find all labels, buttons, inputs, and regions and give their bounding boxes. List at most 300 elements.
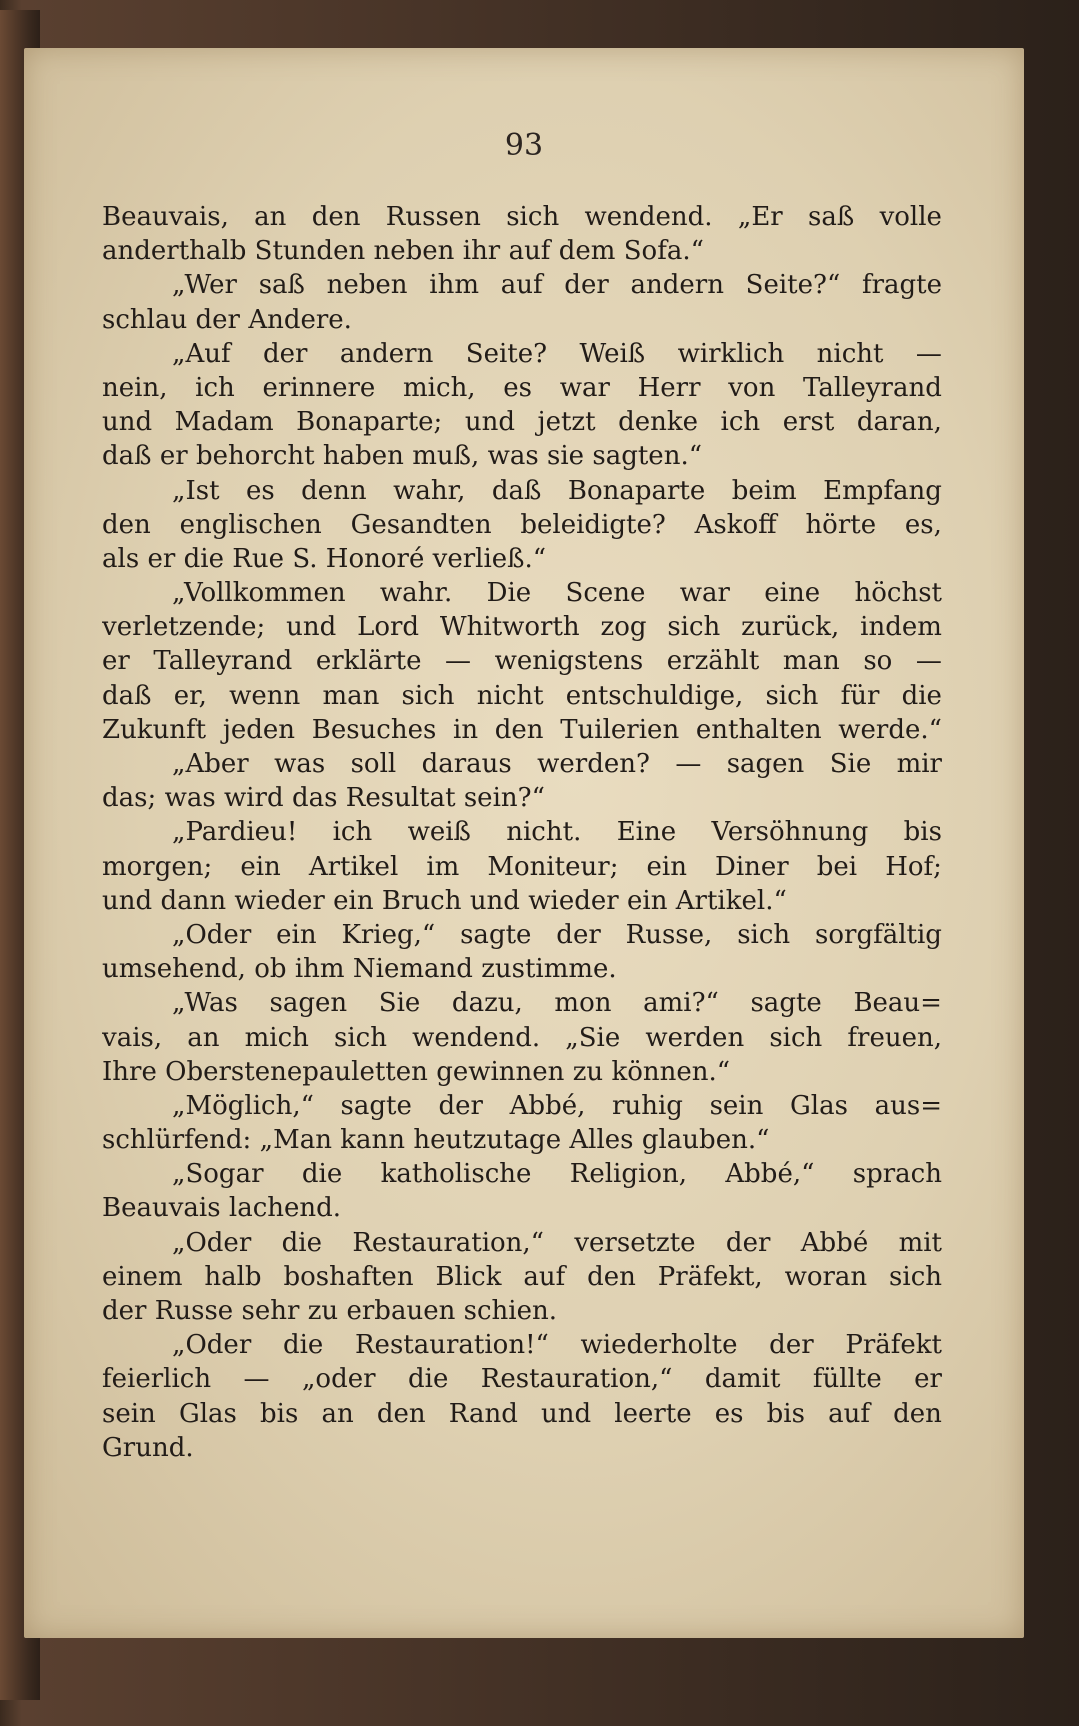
word: Sie [829,749,872,779]
word: „Auf [172,338,231,369]
word: Moniteur; [487,851,619,882]
word: wenigstens [494,646,644,677]
word: lachend. [228,1193,342,1224]
word: sagen [726,749,805,779]
word: und [102,407,153,438]
word: höchst [854,578,942,609]
word: boshaften [283,1261,414,1292]
word: an [254,202,287,232]
word: dazu, [451,988,523,1019]
word: er [159,441,188,472]
word: Russen [385,202,481,232]
word: Askoff [694,509,777,540]
word: Glas [790,1090,848,1121]
word: als [102,543,140,574]
word: beleidigte? [520,509,666,540]
word: soll [350,749,397,779]
word: Bonaparte; [296,407,443,438]
word: sich [737,919,791,950]
word: nicht. [506,817,582,848]
word: und [464,407,515,438]
text-line [102,644,942,678]
word: Sie [378,988,421,1019]
word: daß [102,441,152,472]
word: weiß [407,817,471,848]
text-line [102,1021,942,1055]
word: sich [401,680,455,711]
word: Gesandten [350,509,492,540]
word: mon [554,988,612,1019]
word: dem [558,236,616,267]
word: — [915,338,942,369]
word: sehr [241,1296,300,1326]
word: Restauration,“ [352,1227,544,1258]
word: Abbé,“ [725,1159,815,1190]
word: ihr [462,236,501,267]
word: sich [889,1261,942,1292]
word: es [503,372,533,403]
word: Tuilerien [560,714,680,745]
word: können.“ [611,1056,731,1087]
word: wendend. [412,1022,541,1053]
word: wenn [229,680,301,711]
word: wahr. [379,578,453,609]
word: ein [646,851,687,882]
word: woran [784,1261,868,1292]
word: „Man [259,1125,332,1156]
word: sich [667,612,721,643]
word: „Möglich,“ [172,1090,314,1121]
word: ein [333,885,374,916]
word: Andere. [248,304,352,335]
word: er [914,1364,942,1395]
word: Niemand [352,954,473,985]
text-line [102,747,942,781]
word: nicht [476,680,544,711]
text-line [102,303,942,337]
word: Restauration!“ [354,1330,549,1361]
word: erst [782,407,835,438]
word: zog [600,612,647,643]
word: englischen [179,509,322,540]
word: sich [333,1022,387,1053]
word: wendend. [584,202,713,232]
word: ruhig [612,1090,683,1121]
word: Russe, [625,919,713,950]
word: zustimme. [481,954,617,985]
word: jeden [222,714,296,745]
word: wirklich [677,338,785,369]
word: war [559,372,610,403]
word: feierlich [102,1364,212,1395]
word: den [587,1261,636,1292]
word: Empfang [823,475,942,506]
text-line [102,337,942,371]
word: Artikel [308,851,399,882]
text-line [102,508,942,542]
word: „Sogar [172,1159,264,1190]
word: werden [645,1022,745,1053]
text-line [102,1431,942,1465]
word: es, [904,509,942,540]
word: Madam [174,407,274,438]
text-line [102,1055,942,1089]
word: zurück, [741,612,840,643]
word: — [243,1364,270,1395]
text-line [102,1226,942,1260]
word: und [286,612,337,643]
word: Seite? [465,338,548,369]
word: Rue [232,543,285,574]
word: heutzutage [413,1125,562,1156]
word: anderthalb [102,236,247,267]
word: schlau [102,304,188,335]
word: auf [828,1398,870,1429]
word: die [901,680,942,711]
word: so [863,646,893,677]
word: Beauvais, [102,202,229,232]
word: denn [301,475,367,506]
word: versetzte [574,1227,696,1258]
word: ein [627,885,668,916]
word: Herr [637,372,701,403]
word: andern [630,270,724,301]
word: auf [508,236,551,267]
word: Ihre [102,1056,157,1087]
word: einem [102,1261,183,1292]
word: der [102,1296,147,1326]
word: wieder [528,885,619,916]
word: von [728,372,776,403]
word: schien. [463,1296,558,1326]
word: wieder [234,885,325,916]
word: verletzende; [102,612,266,643]
word: Hof; [885,851,942,882]
word: Lord [357,612,420,643]
text-line [102,884,942,918]
word: daraus [421,749,512,779]
word: Abbé [800,1227,869,1258]
word: was [487,441,539,472]
word: Eine [616,817,677,848]
word: „Sie [565,1022,621,1053]
word: man [782,646,840,677]
text-line [102,679,942,713]
word: werden? [537,749,650,779]
word: „Vollkommen [172,578,346,609]
word: Bonaparte [567,475,706,506]
word: in [453,714,479,745]
word: hörte [805,509,877,540]
word: Weiß [579,338,646,369]
word: gewinnen [436,1056,565,1087]
word: den [311,202,361,232]
word: füllte [812,1364,882,1395]
word: den [376,1398,426,1429]
word: das [291,783,338,814]
word: auf [500,270,543,301]
word: erzählt [666,646,760,677]
word: behorcht [195,441,315,472]
word: „Oder [172,919,252,950]
word: die [301,1159,343,1190]
word: daran, [856,407,942,438]
text-line [102,268,942,302]
word: ihm [294,954,345,985]
word: Grund. [102,1432,194,1463]
word: Sofa.“ [623,236,704,267]
word: volle [879,202,942,232]
text-line [102,405,942,439]
text-line [102,1157,942,1191]
word: kann [340,1125,406,1156]
text-line [102,234,942,268]
word: „oder [301,1364,376,1395]
text-line [102,576,942,610]
word: sein [102,1398,156,1429]
word: schlürfend: [102,1125,252,1156]
word: damit [704,1364,781,1395]
text-line [102,200,942,234]
word: „Pardieu! [172,817,298,848]
word: haben [322,441,404,472]
text-line [102,1362,942,1396]
word: der [556,919,601,950]
word: bei [816,851,858,882]
word: saß [808,202,855,232]
word: sich [506,202,560,232]
word: zu [307,1296,339,1326]
word: aus= [874,1090,942,1121]
word: die [183,543,224,574]
word: den [893,1398,942,1429]
word: es [714,1398,744,1429]
word: glauben.“ [641,1125,770,1156]
text-line [102,781,942,815]
word: — [445,646,472,677]
word: er [102,646,130,677]
word: „Er [737,202,783,232]
word: Glas [178,1398,237,1429]
word: sagte [460,919,532,950]
word: Krieg,“ [341,919,436,950]
word: für [840,680,880,711]
word: eine [764,578,821,609]
word: wiederholte [580,1330,738,1361]
word: ich [720,407,761,438]
word: saß [258,270,305,301]
word: die [282,1330,324,1361]
word: die [281,1227,322,1258]
word: bis [903,817,942,848]
word: im [426,851,460,882]
word: — [675,749,702,779]
word: jetzt [537,407,596,438]
text-line [102,1260,942,1294]
word: wird [223,783,284,814]
word: „Oder [172,1330,252,1361]
word: Religion, [569,1159,687,1190]
word: „Was [172,988,238,1019]
word: Talleyrand [153,646,293,677]
word: Präfekt, [657,1261,763,1292]
word: ein [276,919,317,950]
word: ein [240,851,281,882]
word: erbauen [346,1296,456,1326]
word: sein?“ [463,783,545,814]
word: Rand [448,1398,518,1429]
word: „Wer [172,270,237,301]
word: sagte [750,988,822,1019]
word: Versöhnung [711,817,869,848]
text-line [102,713,942,747]
word: ihm [429,270,479,301]
word: andern [339,338,434,369]
book-page [24,48,1024,1638]
word: den [494,714,544,745]
text-line [102,542,942,576]
word: sagte [340,1090,412,1121]
word: freuen, [847,1022,942,1053]
word: wahr, [393,475,466,506]
text-line [102,1089,942,1123]
word: den [102,509,151,540]
word: werde.“ [838,714,942,745]
word: erinnere [262,372,376,403]
word: Artikel.“ [675,885,787,916]
word: man [322,680,380,711]
word: Besuches [311,714,437,745]
word: muß, [412,441,480,472]
word: S. [292,543,318,574]
text-line [102,1328,942,1362]
word: Die [486,578,532,609]
word: auf [523,1261,566,1292]
word: sagten.“ [592,441,702,472]
text-line [102,815,942,849]
word: er [147,543,176,574]
word: zu [572,1056,604,1087]
word: Seite?“ [745,270,841,301]
word: die [407,1364,449,1395]
word: leerte [614,1398,692,1429]
word: Präfekt [845,1330,942,1361]
text-line [102,1191,942,1225]
word: was [164,783,216,814]
text-line [102,610,942,644]
word: mit [898,1227,942,1258]
word: Blick [435,1261,502,1292]
word: vais, [102,1022,163,1053]
word: Oberstenepauletten [165,1056,428,1087]
text-line [102,1123,942,1157]
word: der [438,1090,483,1121]
word: Honoré [325,543,425,574]
word: enthalten [695,714,822,745]
word: er, [173,680,207,711]
word: bis [766,1398,805,1429]
word: Abbé, [509,1090,586,1121]
word: Whitworth [439,612,580,643]
word: fragte [861,270,942,301]
word: neben [373,236,455,267]
text-line [102,918,942,952]
word: sie [547,441,585,472]
word: nicht [816,338,884,369]
word: bis [260,1398,299,1429]
word: an [187,1022,220,1053]
word: Stunden [254,236,366,267]
text-line [102,952,942,986]
word: — [915,646,942,677]
word: halb [204,1261,262,1292]
word: und [102,885,153,916]
word: ich [195,372,235,403]
word: daß [491,475,542,506]
word: war [679,578,730,609]
word: sagen [269,988,348,1019]
word: „Aber [172,749,249,779]
word: katholische [380,1159,532,1190]
word: Restauration,“ [480,1364,673,1395]
word: der [564,270,609,301]
word: der [769,1330,814,1361]
word: erklärte [315,646,422,677]
word: beim [731,475,797,506]
word: sprach [852,1159,942,1190]
page-number: 93 [504,128,544,163]
word: der [263,338,308,369]
page-text [102,200,942,1465]
word: Zukunft [102,714,207,745]
word: denke [618,407,699,438]
word: verließ.“ [432,543,547,574]
word: mir [896,749,942,779]
text-line [102,986,942,1020]
word: Talleyrand [803,372,942,403]
word: „Oder [172,1227,252,1258]
text-line [102,474,942,508]
word: Bruch [381,885,462,916]
word: an [321,1398,354,1429]
word: Scene [565,578,646,609]
word: der [725,1227,771,1258]
word: ich [332,817,373,848]
word: daß [102,680,152,711]
word: sein [709,1090,764,1121]
word: ami?“ [643,988,719,1019]
word: Russe [154,1296,234,1326]
word: Beau= [853,988,942,1019]
word: es [245,475,275,506]
text-line [102,371,942,405]
word: und [469,885,520,916]
word: und [540,1398,592,1429]
word: was [274,749,326,779]
word: das; [102,783,157,814]
word: Diner [715,851,789,882]
word: sich [765,680,819,711]
word: indem [860,612,942,643]
word: Alles [569,1125,634,1156]
word: morgen; [102,851,213,882]
word: nein, [102,372,168,403]
text-line [102,1397,942,1431]
word: dann [160,885,227,916]
text-line [102,439,942,473]
text-line [102,850,942,884]
word: Resultat [345,783,456,814]
